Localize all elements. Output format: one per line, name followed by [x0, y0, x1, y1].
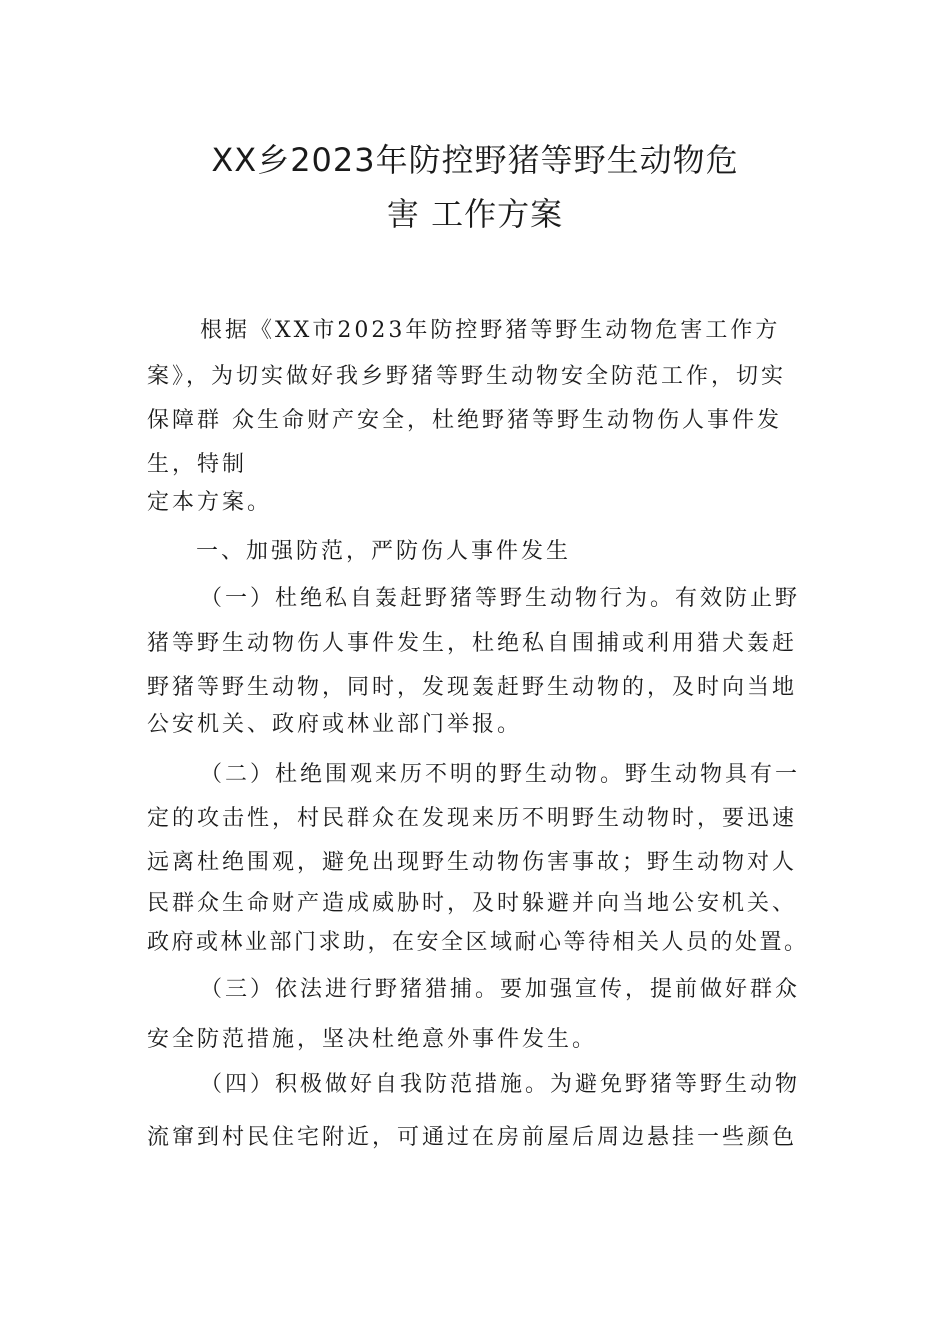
section-heading: 一、加强防范，严防伤人事件发生: [196, 539, 572, 564]
paragraph-line: 定的攻击性，村民群众在发现来历不明野生动物时，要迅速: [147, 806, 798, 831]
paragraph-line: 公安机关、政府或林业部门举报。: [147, 712, 523, 737]
paragraph-line: 定本方案。: [147, 490, 273, 515]
paragraph-line: （一）杜绝私自轰赶野猪等野生动物行为。有效防止野: [200, 586, 801, 611]
paragraph-line: 远离杜绝围观，避免出现野生动物伤害事故；野生动物对人: [147, 850, 798, 875]
paragraph-line: 民群众生命财产造成威胁时，及时躲避并向当地公安机关、: [147, 891, 798, 916]
paragraph-line: 生，特制: [147, 452, 248, 477]
paragraph-line: 猪等野生动物伤人事件发生，杜绝私自围捕或利用猎犬轰赶: [147, 631, 798, 656]
paragraph-line: 安全防范措施，坚决杜绝意外事件发生。: [147, 1027, 598, 1052]
document-title-line-2: 害 工作方案: [386, 195, 564, 233]
paragraph-line: 政府或林业部门求助，在安全区域耐心等待相关人员的处置。: [147, 930, 809, 955]
paragraph-line: （三）依法进行野猪猎捕。要加强宣传，提前做好群众: [200, 977, 801, 1002]
paragraph-line: 保障群 众生命财产安全，杜绝野猪等野生动物伤人事件发: [147, 408, 782, 433]
paragraph-line: （二）杜绝围观来历不明的野生动物。野生动物具有一: [200, 762, 801, 787]
paragraph-line: 根据《XX市2023年防控野猪等野生动物危害工作方: [200, 318, 781, 343]
paragraph-line: 流窜到村民住宅附近，可通过在房前屋后周边悬挂一些颜色: [147, 1125, 798, 1150]
paragraph-line: 野猪等野生动物，同时，发现轰赶野生动物的，及时向当地: [147, 675, 798, 700]
paragraph-line: 案》，为切实做好我乡野猪等野生动物安全防范工作，切实: [147, 364, 787, 389]
paragraph-line: （四）积极做好自我防范措施。为避免野猪等野生动物: [200, 1072, 801, 1097]
document-title-line-1: XX乡2023年防控野猪等野生动物危: [211, 141, 739, 179]
